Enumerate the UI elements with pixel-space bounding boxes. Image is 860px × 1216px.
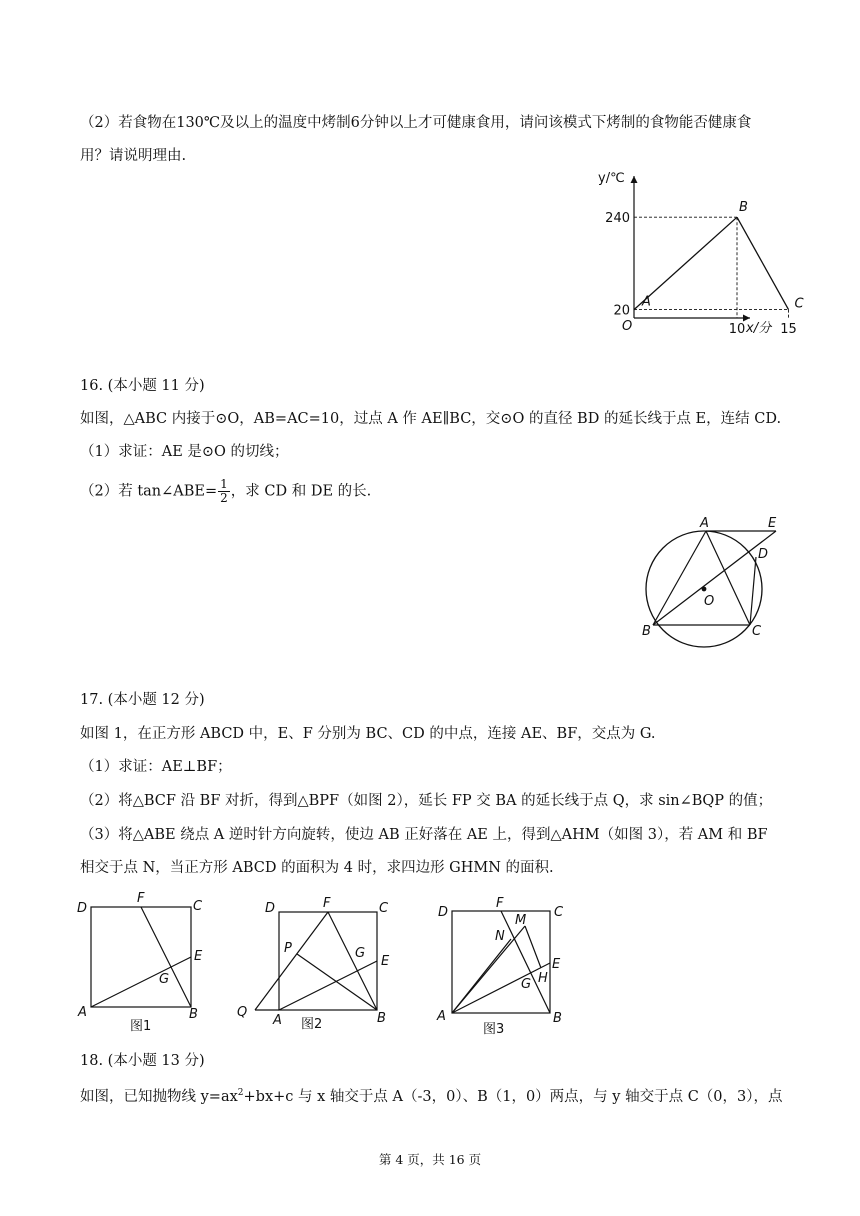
label-d: D — [438, 905, 449, 920]
q16-header: 16. (本小题 11 分) — [80, 378, 205, 394]
q16-stem: 如图，△ABC 内接于⊙O，AB=AC=10，过点 A 作 AE∥BC，交⊙O 的直径 BD 的延长线于点 E，连结 CD. — [80, 411, 782, 427]
segment-ab — [653, 531, 706, 625]
q17-part3-line2: 相交于点 N，当正方形 ABCD 的面积为 4 时，求四边形 GHMN 的面积. — [80, 860, 554, 876]
segment-ae — [91, 957, 191, 1007]
figure-2-caption: 图2 — [301, 1017, 323, 1032]
segment-ae — [452, 963, 550, 1013]
chart-segment-bc — [737, 217, 789, 309]
square-abcd — [452, 911, 550, 1013]
point-label-c: C — [794, 296, 804, 312]
square-abcd — [279, 912, 377, 1010]
q15-part2-line1: （2）若食物在130℃及以上的温度中烤制6分钟以上才可健康食用，请问该模式下烤制的食物能否健康食 — [80, 115, 752, 131]
label-b: B — [377, 1011, 386, 1026]
label-c: C — [752, 624, 762, 639]
label-a: A — [78, 1005, 87, 1020]
square-abcd — [91, 907, 191, 1007]
q16-circle-figure — [640, 515, 790, 645]
q16-part1: （1）求证：AE 是⊙O 的切线； — [80, 444, 289, 460]
q15-part2-line2: 用？请说明理由. — [80, 148, 187, 164]
segment-ac — [706, 531, 750, 625]
label-b: B — [189, 1007, 198, 1022]
q18-superscript: 2 — [237, 1088, 244, 1098]
origin-label: O — [622, 319, 633, 334]
center-point — [702, 587, 707, 592]
q18-header: 18. (本小题 13 分) — [80, 1053, 205, 1069]
q18-stem — [80, 1083, 783, 1107]
label-b: B — [642, 624, 651, 639]
q17-part3-line1: （3）将△ABE 绕点 A 逆时针方向旋转，使边 AB 正好落在 AE 上，得到△AHM（如图 3），若 AM 和 BF — [80, 827, 768, 843]
label-f: F — [323, 896, 331, 911]
label-o: O — [704, 594, 715, 609]
segment-mh — [525, 926, 541, 968]
segment-bf — [141, 907, 191, 1007]
segment-pb — [297, 954, 377, 1010]
temperature-time-chart — [590, 170, 804, 340]
q17-stem: 如图 1，在正方形 ABCD 中，E、F 分别为 BC、CD 的中点，连接 AE、BF，交点为 G. — [80, 726, 656, 742]
label-c: C — [193, 899, 203, 914]
q16-part2-after: ，求 CD 和 DE 的长. — [230, 483, 372, 500]
label-a: A — [700, 516, 709, 531]
q16-part2 — [80, 478, 371, 505]
label-m: M — [515, 913, 527, 928]
segment-qf — [255, 912, 328, 1010]
segment-an — [452, 939, 511, 1013]
page-footer: 第 4 页，共 16 页 — [378, 1152, 482, 1167]
label-f: F — [496, 896, 504, 911]
label-c: C — [554, 905, 564, 920]
label-g: G — [159, 972, 170, 987]
q17-figure-3 — [435, 890, 585, 1040]
q17-part2: （2）将△BCF 沿 BF 对折，得到△BPF（如图 2），延长 FP 交 BA 的延长线于点 Q，求 sin∠BQP 的值； — [80, 793, 773, 809]
label-d: D — [265, 901, 276, 916]
segment-bf — [328, 912, 377, 1010]
q17-figure-2 — [235, 890, 405, 1040]
q18-stem-part2: +bx+c 与 x 轴交于点 A（-3，0）、B（1，0）两点，与 y 轴交于点 C（0，3），点 — [243, 1088, 783, 1105]
label-h: H — [538, 971, 548, 986]
q18-stem-part1: 如图，已知抛物线 y=ax — [80, 1088, 238, 1105]
label-g: G — [355, 946, 366, 961]
label-d: D — [77, 901, 88, 916]
label-e: E — [194, 949, 203, 964]
x-tick-15: 15 — [780, 322, 797, 337]
y-axis-label: y/℃ — [598, 171, 625, 186]
label-a: A — [273, 1013, 282, 1028]
label-a: A — [437, 1009, 446, 1024]
q16-part2-before: （2）若 tan∠ABE= — [80, 483, 218, 500]
label-g: G — [521, 977, 532, 992]
label-e: E — [381, 954, 390, 969]
label-q: Q — [237, 1005, 248, 1020]
label-e: E — [552, 957, 561, 972]
y-tick-240: 240 — [605, 211, 630, 227]
x-axis-label: x/分 — [746, 321, 772, 336]
label-n: N — [495, 929, 505, 944]
figure-1-caption: 图1 — [130, 1019, 152, 1034]
label-p: P — [284, 941, 292, 956]
label-b: B — [553, 1011, 562, 1026]
y-tick-20: 20 — [613, 303, 630, 319]
q17-header: 17. (本小题 12 分) — [80, 692, 205, 708]
label-c: C — [379, 901, 389, 916]
fraction-one-half — [218, 478, 230, 505]
label-e: E — [768, 516, 777, 531]
label-d: D — [758, 547, 769, 562]
q17-figure-1 — [75, 890, 215, 1040]
x-tick-10: 10 — [728, 322, 746, 337]
label-f: F — [137, 891, 145, 906]
figure-3-caption: 图3 — [483, 1022, 505, 1037]
point-label-b: B — [739, 200, 748, 216]
segment-ae — [279, 961, 377, 1010]
fraction-numerator: 1 — [220, 477, 228, 491]
fraction-denominator: 2 — [220, 491, 228, 505]
point-label-a: A — [642, 294, 651, 310]
segment-cd — [750, 557, 756, 625]
q17-part1: （1）求证：AE⊥BF； — [80, 759, 232, 775]
